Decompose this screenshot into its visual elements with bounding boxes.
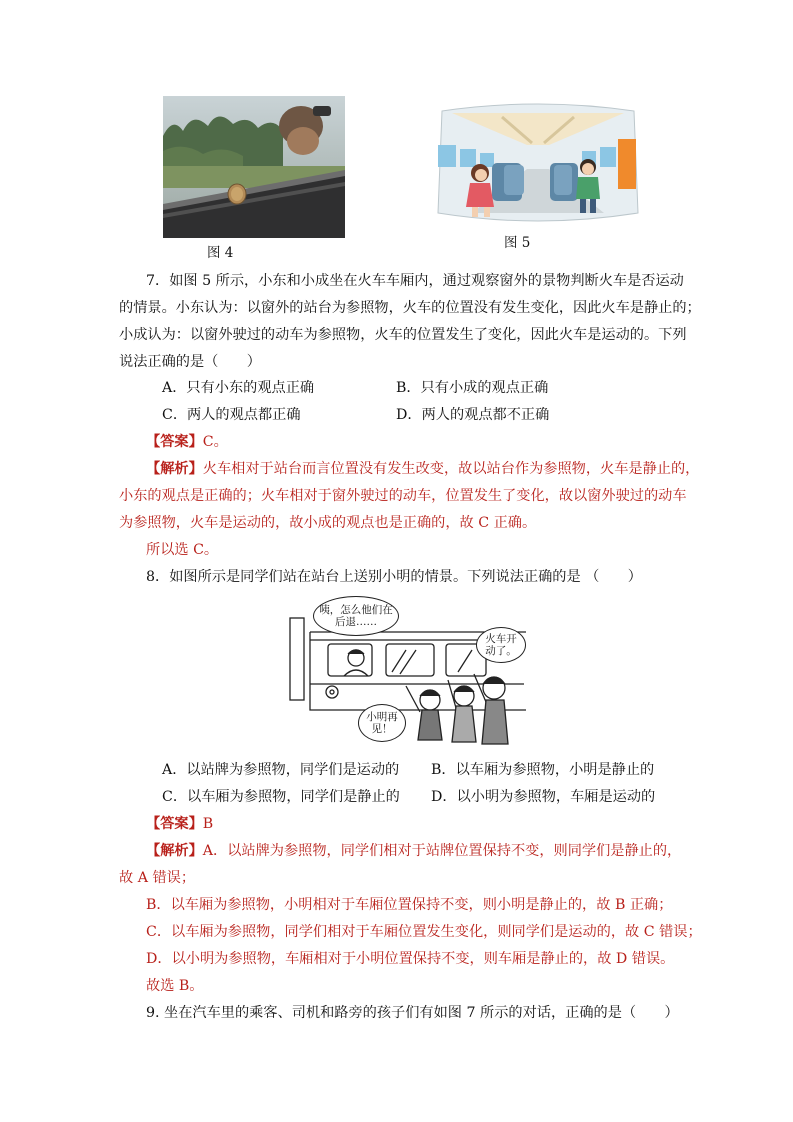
q8-analysis-line-1 (146, 841, 681, 861)
q7-stem-line-3: 小成认为：以窗外驶过的动车为参照物，火车的位置发生了变化，因此火车是运动的。下列 (119, 327, 687, 343)
q8-analysis-c: C．以车厢为参照物，同学们相对于车厢位置发生变化，则同学们是运动的，故 C 错误； (146, 924, 702, 940)
q7-answer-label: 【答案】 (146, 434, 203, 450)
q7-option-a: A．只有小东的观点正确 (162, 380, 315, 396)
q9-stem: 9. 坐在汽车里的乘客、司机和路旁的孩子们有如图 7 所示的对话，正确的是（ ） (146, 1005, 679, 1021)
q8-analysis-a-line-2: 故 A 错误； (119, 870, 196, 886)
q7-conclusion: 所以选 C。 (146, 542, 219, 558)
q7-analysis-line-3: 为参照物，火车是运动的，故小成的观点也是正确的，故 C 正确。 (119, 515, 537, 531)
q7-stem-line-4: 说法正确的是（ ） (119, 354, 261, 370)
speech-bubble-train-moving (476, 627, 526, 663)
q8-option-c: C．以车厢为参照物，同学们是静止的 (162, 789, 400, 805)
q7-answer-value: C。 (202, 434, 228, 450)
q8-analysis-b: B．以车厢为参照物，小明相对于车厢位置保持不变，则小明是静止的，故 B 正确； (146, 897, 673, 913)
q7-option-b: B．只有小成的观点正确 (396, 380, 549, 396)
q8-option-a: A．以站牌为参照物，同学们是运动的 (162, 762, 400, 778)
q8-option-b: B．以车厢为参照物，小明是静止的 (431, 762, 655, 778)
q7-stem-line-1: 7．如图 5 所示，小东和小成坐在火车车厢内，通过观察窗外的景物判断火车是否运动 (146, 273, 684, 289)
q8-option-d: D．以小明为参照物，车厢是运动的 (431, 789, 656, 805)
speech-bubble-goodbye (358, 704, 406, 742)
q7-analysis-label: 【解析】 (146, 461, 203, 477)
q7-answer (146, 432, 228, 452)
bubble-goodbye-line-2: 见！ (371, 723, 393, 735)
q7-option-d: D．两人的观点都不正确 (396, 407, 550, 423)
q8-answer-label: 【答案】 (146, 816, 203, 832)
q8-stem: 8．如图所示是同学们站在站台上送别小明的情景。下列说法正确的是 （ ） (146, 569, 642, 585)
q8-analysis-a-text-1: A．以站牌为参照物，同学们相对于站牌位置保持不变，则同学们是静止的， (202, 843, 682, 859)
figure-4-photo (163, 96, 345, 238)
speech-bubble-xiaoming (313, 596, 399, 636)
bubble-xiaoming-line-1: 咦，怎么他们在 (319, 604, 393, 616)
q8-conclusion: 故选 B。 (146, 978, 204, 994)
q8-answer (146, 814, 213, 834)
figure-5-illustration (432, 103, 644, 225)
bubble-train-line-1: 火车开 (485, 633, 517, 645)
q8-analysis-label: 【解析】 (146, 843, 203, 859)
q7-stem-line-2: 的情景。小东认为：以窗外的站台为参照物，火车的位置没有发生变化，因此火车是静止的； (119, 300, 701, 316)
q8-analysis-d: D．以小明为参照物，车厢相对于小明位置保持不变，则车厢是静止的，故 D 错误。 (146, 951, 675, 967)
figure-5-caption: 图 5 (504, 235, 531, 251)
q7-analysis-text-1: 火车相对于站台而言位置没有发生改变，故以站台作为参照物，火车是静止的， (202, 461, 700, 477)
q7-analysis-line-1 (146, 459, 699, 479)
bubble-xiaoming-line-2: 后退…… (335, 616, 377, 628)
q7-option-c: C．两人的观点都正确 (162, 407, 301, 423)
bubble-train-line-2: 动了。 (485, 645, 517, 657)
q7-analysis-line-2: 小东的观点是正确的；火车相对于窗外驶过的动车，位置发生了变化，故以窗外驶过的动车 (119, 488, 687, 504)
bubble-goodbye-line-1: 小明再 (366, 711, 398, 723)
q8-answer-value: B (202, 816, 214, 832)
figure-4-caption: 图 4 (207, 245, 234, 261)
